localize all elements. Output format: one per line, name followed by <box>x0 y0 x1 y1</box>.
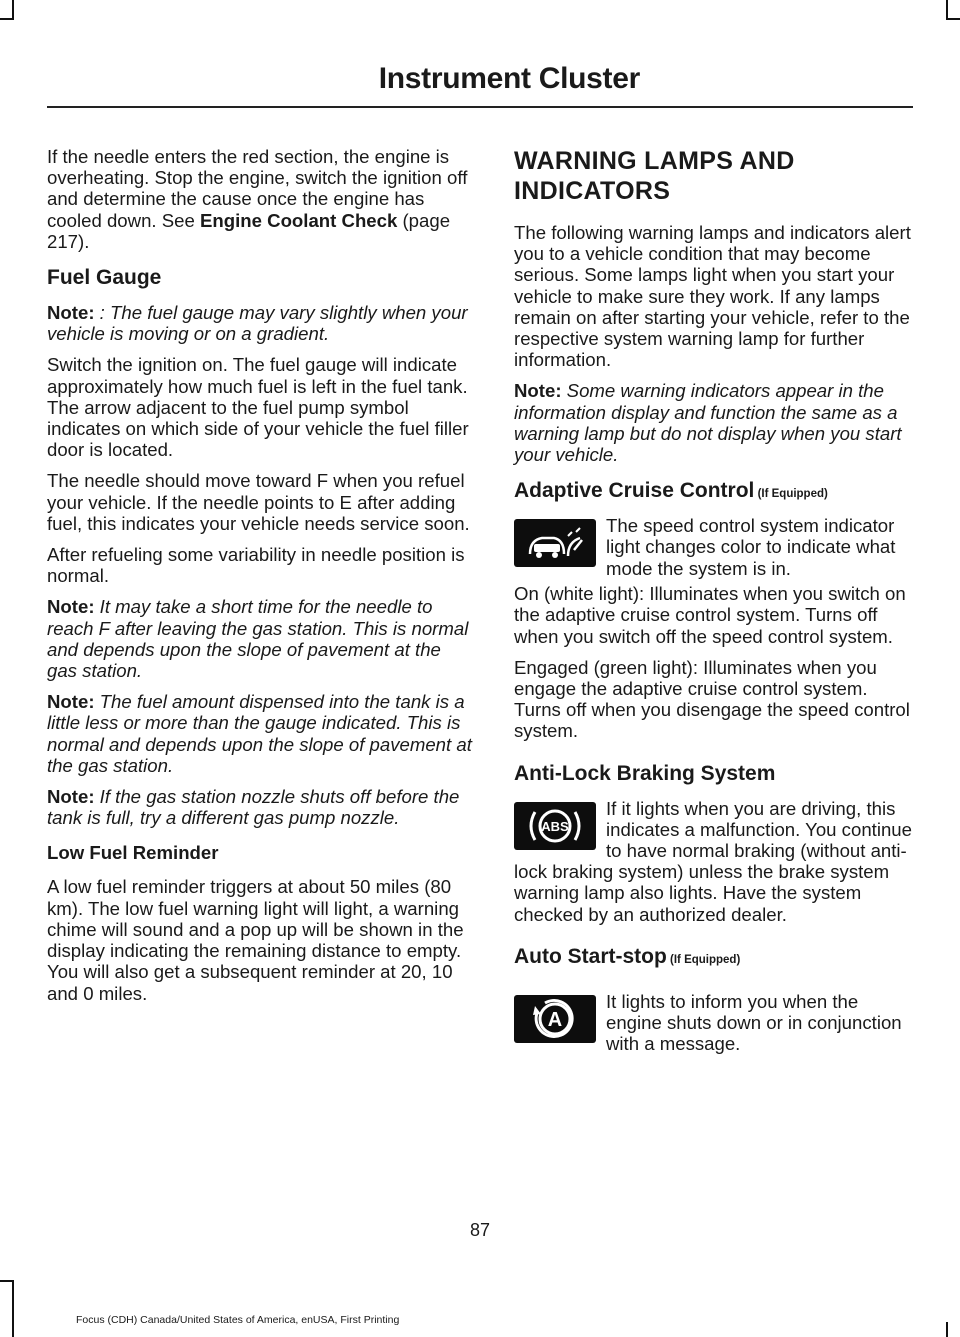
acc-section <box>514 515 914 583</box>
refuel-variability-paragraph: After refueling some variability in needle position is normal. <box>47 544 465 587</box>
page-number: 87 <box>469 1220 491 1240</box>
acc-engaged-paragraph: Engaged (green light): Illuminates when you engage the adaptive cruise control system. Turns off when you disengage the speed control system. <box>514 656 910 742</box>
engine-coolant-link[interactable]: Engine Coolant Check <box>200 209 398 231</box>
acc-description: The speed control system indicator light changes color to indicate what mode the system is in. <box>606 515 896 579</box>
note-fuel-amount: Note: The fuel amount dispensed into the tank is a little less or more than the gauge indicated. This is normal and depends upon the slope of pavement at the gas station. <box>47 691 472 776</box>
warning-lamps-heading: WARNING LAMPS AND INDICATORS <box>514 147 795 205</box>
fuel-gauge-paragraph: Switch the ignition on. The fuel gauge will indicate approximately how much fuel is left in the fuel tank. The arrow adjacent to the fuel pump symbol indicates on which side of your vehicle the fuel filler door is located. <box>47 354 469 461</box>
auto-start-stop-icon <box>514 995 596 1043</box>
crop-mark <box>0 1280 14 1282</box>
overheat-paragraph: If the needle enters the red section, the engine is overheating. Stop the engine, switch the ignition off and determine the cause once the engine has cooled down. See Engine Coolant Check (page 217). <box>47 146 468 252</box>
note-needle-time: Note: It may take a short time for the needle to reach F after leaving the gas station. This is normal and depends upon the slope of pavement at the gas station. <box>47 596 469 682</box>
svg-text:ABS: ABS <box>541 818 569 834</box>
abs-heading: Anti-Lock Braking System <box>514 761 776 785</box>
footer-text: Focus (CDH) Canada/United States of America, enUSA, First Printing <box>76 1314 400 1326</box>
note-fuel-gauge: Note: : The fuel gauge may vary slightly when your vehicle is moving or on a gradient. <box>47 302 468 345</box>
crop-mark <box>12 0 14 18</box>
auto-start-stop-heading: Auto Start-stop (If Equipped) <box>514 944 741 968</box>
note-nozzle: Note: If the gas station nozzle shuts off before the tank is full, try a different gas pump nozzle. <box>47 786 460 829</box>
header-divider <box>47 106 913 108</box>
left-column <box>47 146 475 1014</box>
crop-mark <box>946 0 948 18</box>
svg-text:A: A <box>547 1008 563 1031</box>
note-warning-indicators: Note: Some warning indicators appear in the information display and function the same as a warning lamp but do not display when you start your vehicle. <box>514 380 902 466</box>
acc-heading: Adaptive Cruise Control (If Equipped) <box>514 479 828 503</box>
crop-mark <box>12 1280 14 1337</box>
adaptive-cruise-icon <box>514 519 596 567</box>
auto-start-stop-description: It lights to inform you when the engine shuts down or in conjunction with a message. <box>606 990 902 1055</box>
crop-mark <box>0 18 14 20</box>
fuel-gauge-heading: Fuel Gauge <box>47 266 162 290</box>
crop-mark <box>946 18 960 20</box>
right-column <box>514 146 914 1059</box>
abs-description: If it lights when you are driving, this indicates a malfunction. You continue to have normal braking (without anti-lock braking system) unless the brake system warning lamp also lights. Have the system checked by an authorized dealer. <box>514 797 912 925</box>
crop-mark <box>946 1322 948 1337</box>
abs-icon <box>514 802 596 850</box>
page-title: Instrument Cluster <box>378 62 640 95</box>
warning-intro-paragraph: The following warning lamps and indicators alert you to a vehicle condition that may become serious. Some lamps light when you start your vehicle to make sure they work. If any lamps remain on after starting your vehicle, refer to the respective system warning lamp for further information. <box>514 222 911 371</box>
abs-section <box>514 798 914 925</box>
low-fuel-heading: Low Fuel Reminder <box>47 842 219 864</box>
needle-paragraph: The needle should move toward F when you refuel your vehicle. If the needle points to E after adding fuel, this indicates your vehicle needs service soon. <box>47 470 470 534</box>
acc-on-paragraph: On (white light): Illuminates when you switch on the adaptive cruise control system. Turns off when you switch off the speed control system. <box>514 583 906 647</box>
auto-start-stop-section <box>514 991 914 1059</box>
low-fuel-paragraph: A low fuel reminder triggers at about 50 miles (80 km). The low fuel warning light will light, a warning chime will sound and a pop up will be shown in the display indicating the remaining distance to empty. You will also get a subsequent reminder at 20, 10 and 0 miles. <box>47 876 464 1004</box>
